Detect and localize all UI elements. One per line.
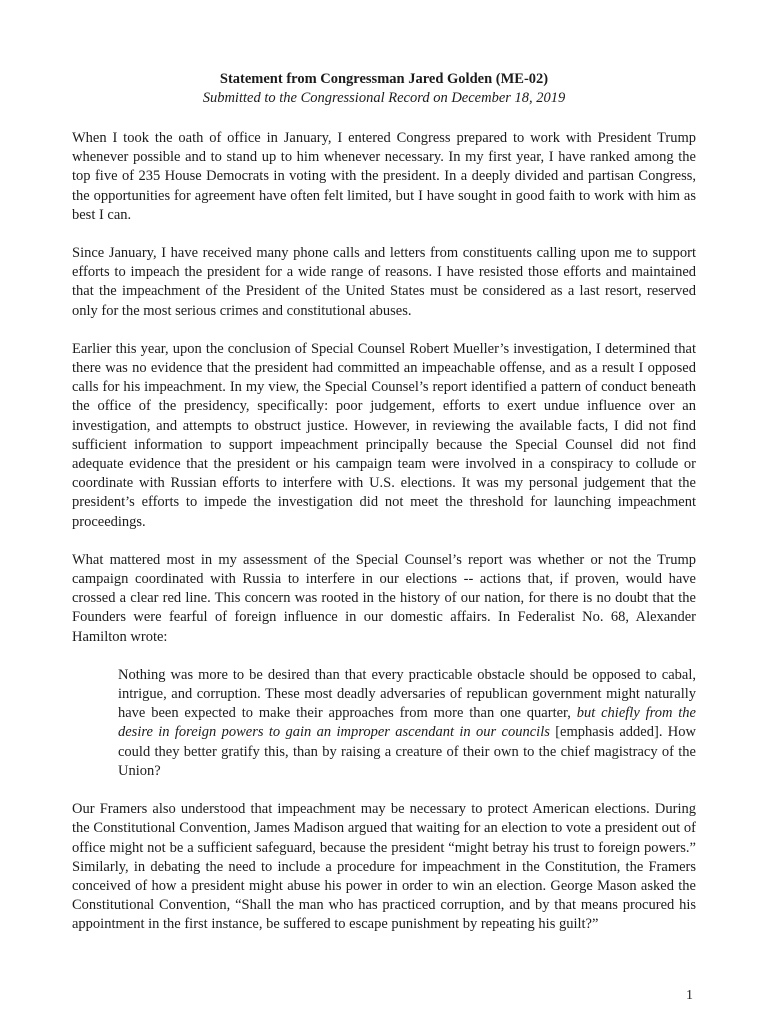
quote-text-before: Nothing was more to be desired than that every practicable obstacle should be opposed to cabal, intrigue, and corruption. These most deadly adversaries of republican government might naturally have been expected to make their approaches from more than one quarter,	[118, 666, 696, 722]
paragraph-framers-elections: Our Framers also understood that impeachment may be necessary to protect American elections. During the Constitutional Convention, James Madison argued that waiting for an election to vote a president out of office might not be a sufficient safeguard, because the president “might betray his trust to foreign powers.” Similarly, in debating the need to include a procedure for impeachment in the Constitution, the Framers conceived of how a president might abuse his power in order to win an election. George Mason asked the Constitutional Convention, “Shall the man who has practiced corruption, and by that means procured his appointment in the first instance, be suffered to escape punishment by repeating his guilt?”	[72, 801, 696, 933]
paragraph-mueller-investigation: Earlier this year, upon the conclusion of Special Counsel Robert Mueller’s investigation, I determined that there was no evidence that the president had committed an impeachable offense, and as a result I opposed calls for his impeachment. In my view, the Special Counsel’s report identified a pattern of conduct beneath the office of the presidency, specifically: poor judgement, efforts to exert undue influence over an investigation, and attempts to obstruct justice. However, in reviewing the available facts, I did not find sufficient information to support impeachment principally because the Special Counsel did not find adequate evidence that the president or his campaign team were involved in a conspiracy to collude or coordinate with Russian efforts to interfere with U.S. elections. It was my personal judgement that the president’s efforts to impede the investigation did not meet the threshold for launching impeachment proceedings.	[72, 340, 696, 530]
page-number: 1	[686, 988, 693, 1003]
quote-emphasized-text: but chiefly from the desire in foreign powers to gain an improper ascendant in our councils	[118, 705, 696, 741]
paragraph-oath-of-office: When I took the oath of office in January, I entered Congress prepared to work with President Trump whenever possible and to stand up to him whenever necessary. In my first year, I have ranked among the top five of 235 House Democrats in voting with the president. In a deeply divided and partisan Congress, the opportunities for agreement have often felt limited, but I have sought in good faith to work with him as best I can.	[72, 130, 696, 223]
document-title: Statement from Congressman Jared Golden (ME-02)	[219, 71, 549, 87]
quote-text-after: [emphasis added]. How could they better gratify this, than by raising a creature of their own to the chief magistracy of the Union?	[118, 724, 696, 779]
paragraph-constituent-calls: Since January, I have received many phone calls and letters from constituents calling upon me to support efforts to impeach the president for a wide range of reasons. I have resisted those efforts and maintained that the impeachment of the President of the United States must be considered as a last resort, reserved only for the most serious crimes and constitutional abuses.	[72, 245, 696, 319]
document-page	[72, 70, 696, 954]
hamilton-quote	[118, 666, 696, 781]
paragraph-foreign-interference: What mattered most in my assessment of the Special Counsel’s report was whether or not the Trump campaign coordinated with Russia to interfere in our elections -- actions that, if proven, would have crossed a clear red line. This concern was rooted in the history of our nation, for there is no doubt that the Founders were fearful of foreign influence in our domestic affairs. In Federalist No. 68, Alexander Hamilton wrote:	[72, 551, 696, 645]
document-subtitle: Submitted to the Congressional Record on December 18, 2019	[202, 90, 566, 106]
